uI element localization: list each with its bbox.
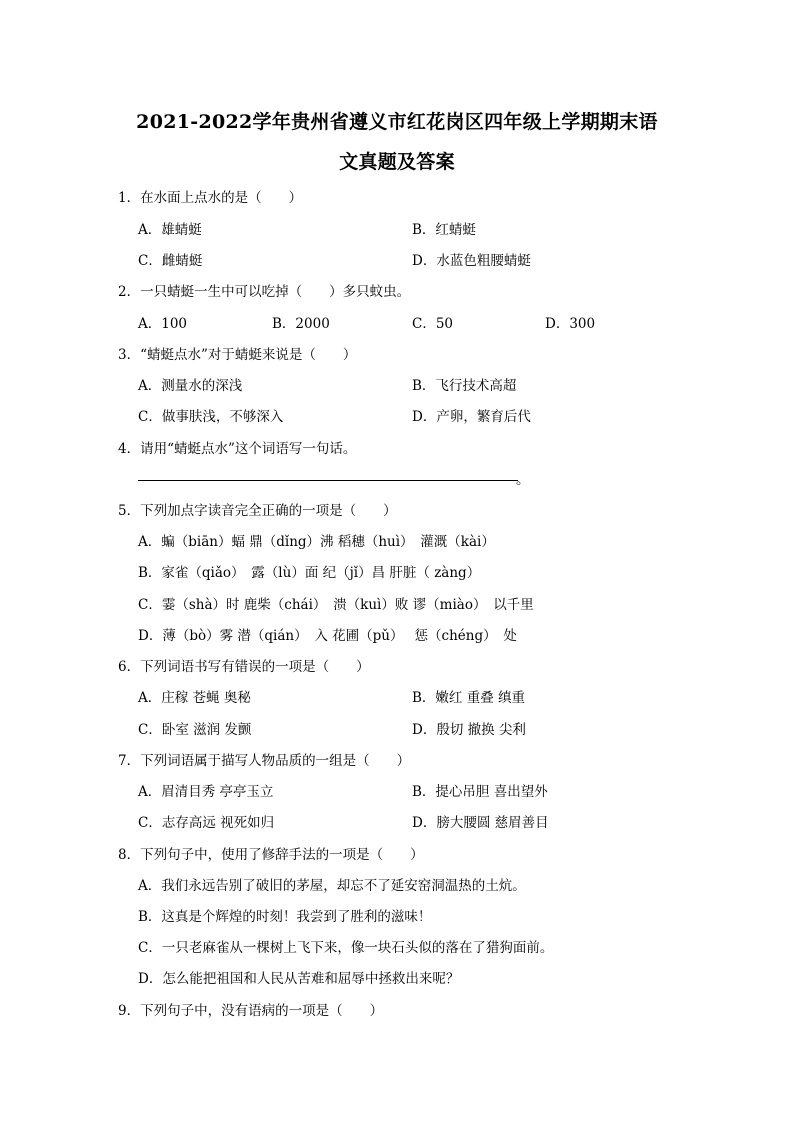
question-3-option-c: C．做事肤浅，不够深入 <box>138 409 284 425</box>
question-6-stem: 6．下列词语书写有错误的一项是（ ） <box>118 659 370 675</box>
question-3-option-a: A．测量水的深浅 <box>138 378 243 394</box>
question-3-stem: 3．“蜻蜓点水”对于蜻蜓来说是（ ） <box>118 347 357 363</box>
question-1-option-b: B．红蜻蜓 <box>412 222 476 238</box>
question-5-option-d: D．薄（bò）雾 潜（qián） 入 花圃（pǔ） 惩（chéng） 处 <box>138 628 517 644</box>
question-1-option-d: D．水蓝色粗腰蜻蜓 <box>412 253 531 269</box>
question-3-option-b: B．飞行技术高超 <box>412 378 517 394</box>
question-7-stem: 7．下列词语属于描写人物品质的一组是（ ） <box>118 753 411 769</box>
question-7-option-b: B．提心吊胆 喜出望外 <box>412 784 548 800</box>
question-2-option-d: D．300 <box>545 316 596 332</box>
question-5-option-c: C．霎（shà）时 鹿柴（chái） 溃（kuì）败 谬（miào） 以千里 <box>138 597 534 613</box>
answer-blank-line[interactable] <box>138 480 518 481</box>
question-6-option-b: B．嫩红 重叠 缜重 <box>412 690 526 706</box>
question-5-option-b: B．家雀（qiǎo） 露（lù）面 纪（jǐ）昌 肝脏（ zàng） <box>138 565 481 581</box>
question-6-option-c: C．卧室 滋润 发颤 <box>138 722 252 738</box>
question-5-stem: 5．下列加点字读音完全正确的一项是（ ） <box>118 503 397 519</box>
question-1-option-a: A．雄蜻蜓 <box>138 222 202 238</box>
question-5-option-a: A．蝙（biān）蝠 鼎（dǐng）沸 稻穗（huì） 灌溉（kài） <box>138 534 495 550</box>
question-8-option-d: D．怎么能把祖国和人民从苦难和屈辱中拯救出来呢？ <box>138 971 460 987</box>
question-8-option-a: A．我们永远告别了破旧的茅屋，却忘不了延安窑洞温热的土炕。 <box>138 878 526 894</box>
question-1-option-c: C．雌蜻蜓 <box>138 253 203 269</box>
question-8-option-c: C．一只老麻雀从一棵树上飞下来，像一块石头似的落在了猎狗面前。 <box>138 940 554 956</box>
question-2-stem: 2．一只蜻蜓一生中可以吃掉（ ）多只蚊虫。 <box>118 284 411 300</box>
question-8-option-b: B．这真是个辉煌的时刻！我尝到了胜利的滋味！ <box>138 909 432 925</box>
answer-blank-period: 。 <box>516 472 530 488</box>
question-6-option-a: A．庄稼 苍蝇 奥秘 <box>138 690 251 706</box>
question-4-stem: 4．请用“蜻蜓点水”这个词语写一句话。 <box>118 441 357 457</box>
question-7-option-d: D．膀大腰圆 慈眉善目 <box>412 815 549 831</box>
question-2-option-c: C．50 <box>412 316 454 332</box>
question-8-stem: 8．下列句子中，使用了修辞手法的一项是（ ） <box>118 847 424 863</box>
question-6-option-d: D．殷切 撤换 尖利 <box>412 722 526 738</box>
document-title-line-1: 2021-2022学年贵州省遵义市红花岗区四年级上学期期末语 <box>136 111 658 133</box>
question-2-option-a: A．100 <box>138 316 188 332</box>
question-9-stem: 9．下列句子中，没有语病的一项是（ ） <box>118 1003 384 1019</box>
question-2-option-b: B．2000 <box>272 316 330 332</box>
document-title-line-2: 文真题及答案 <box>339 151 455 173</box>
question-7-option-c: C．志存高远 视死如归 <box>138 815 275 831</box>
question-7-option-a: A．眉清目秀 亭亭玉立 <box>138 784 274 800</box>
question-3-option-d: D．产卵，繁育后代 <box>412 409 531 425</box>
question-1-stem: 1．在水面上点水的是（ ） <box>118 190 303 206</box>
